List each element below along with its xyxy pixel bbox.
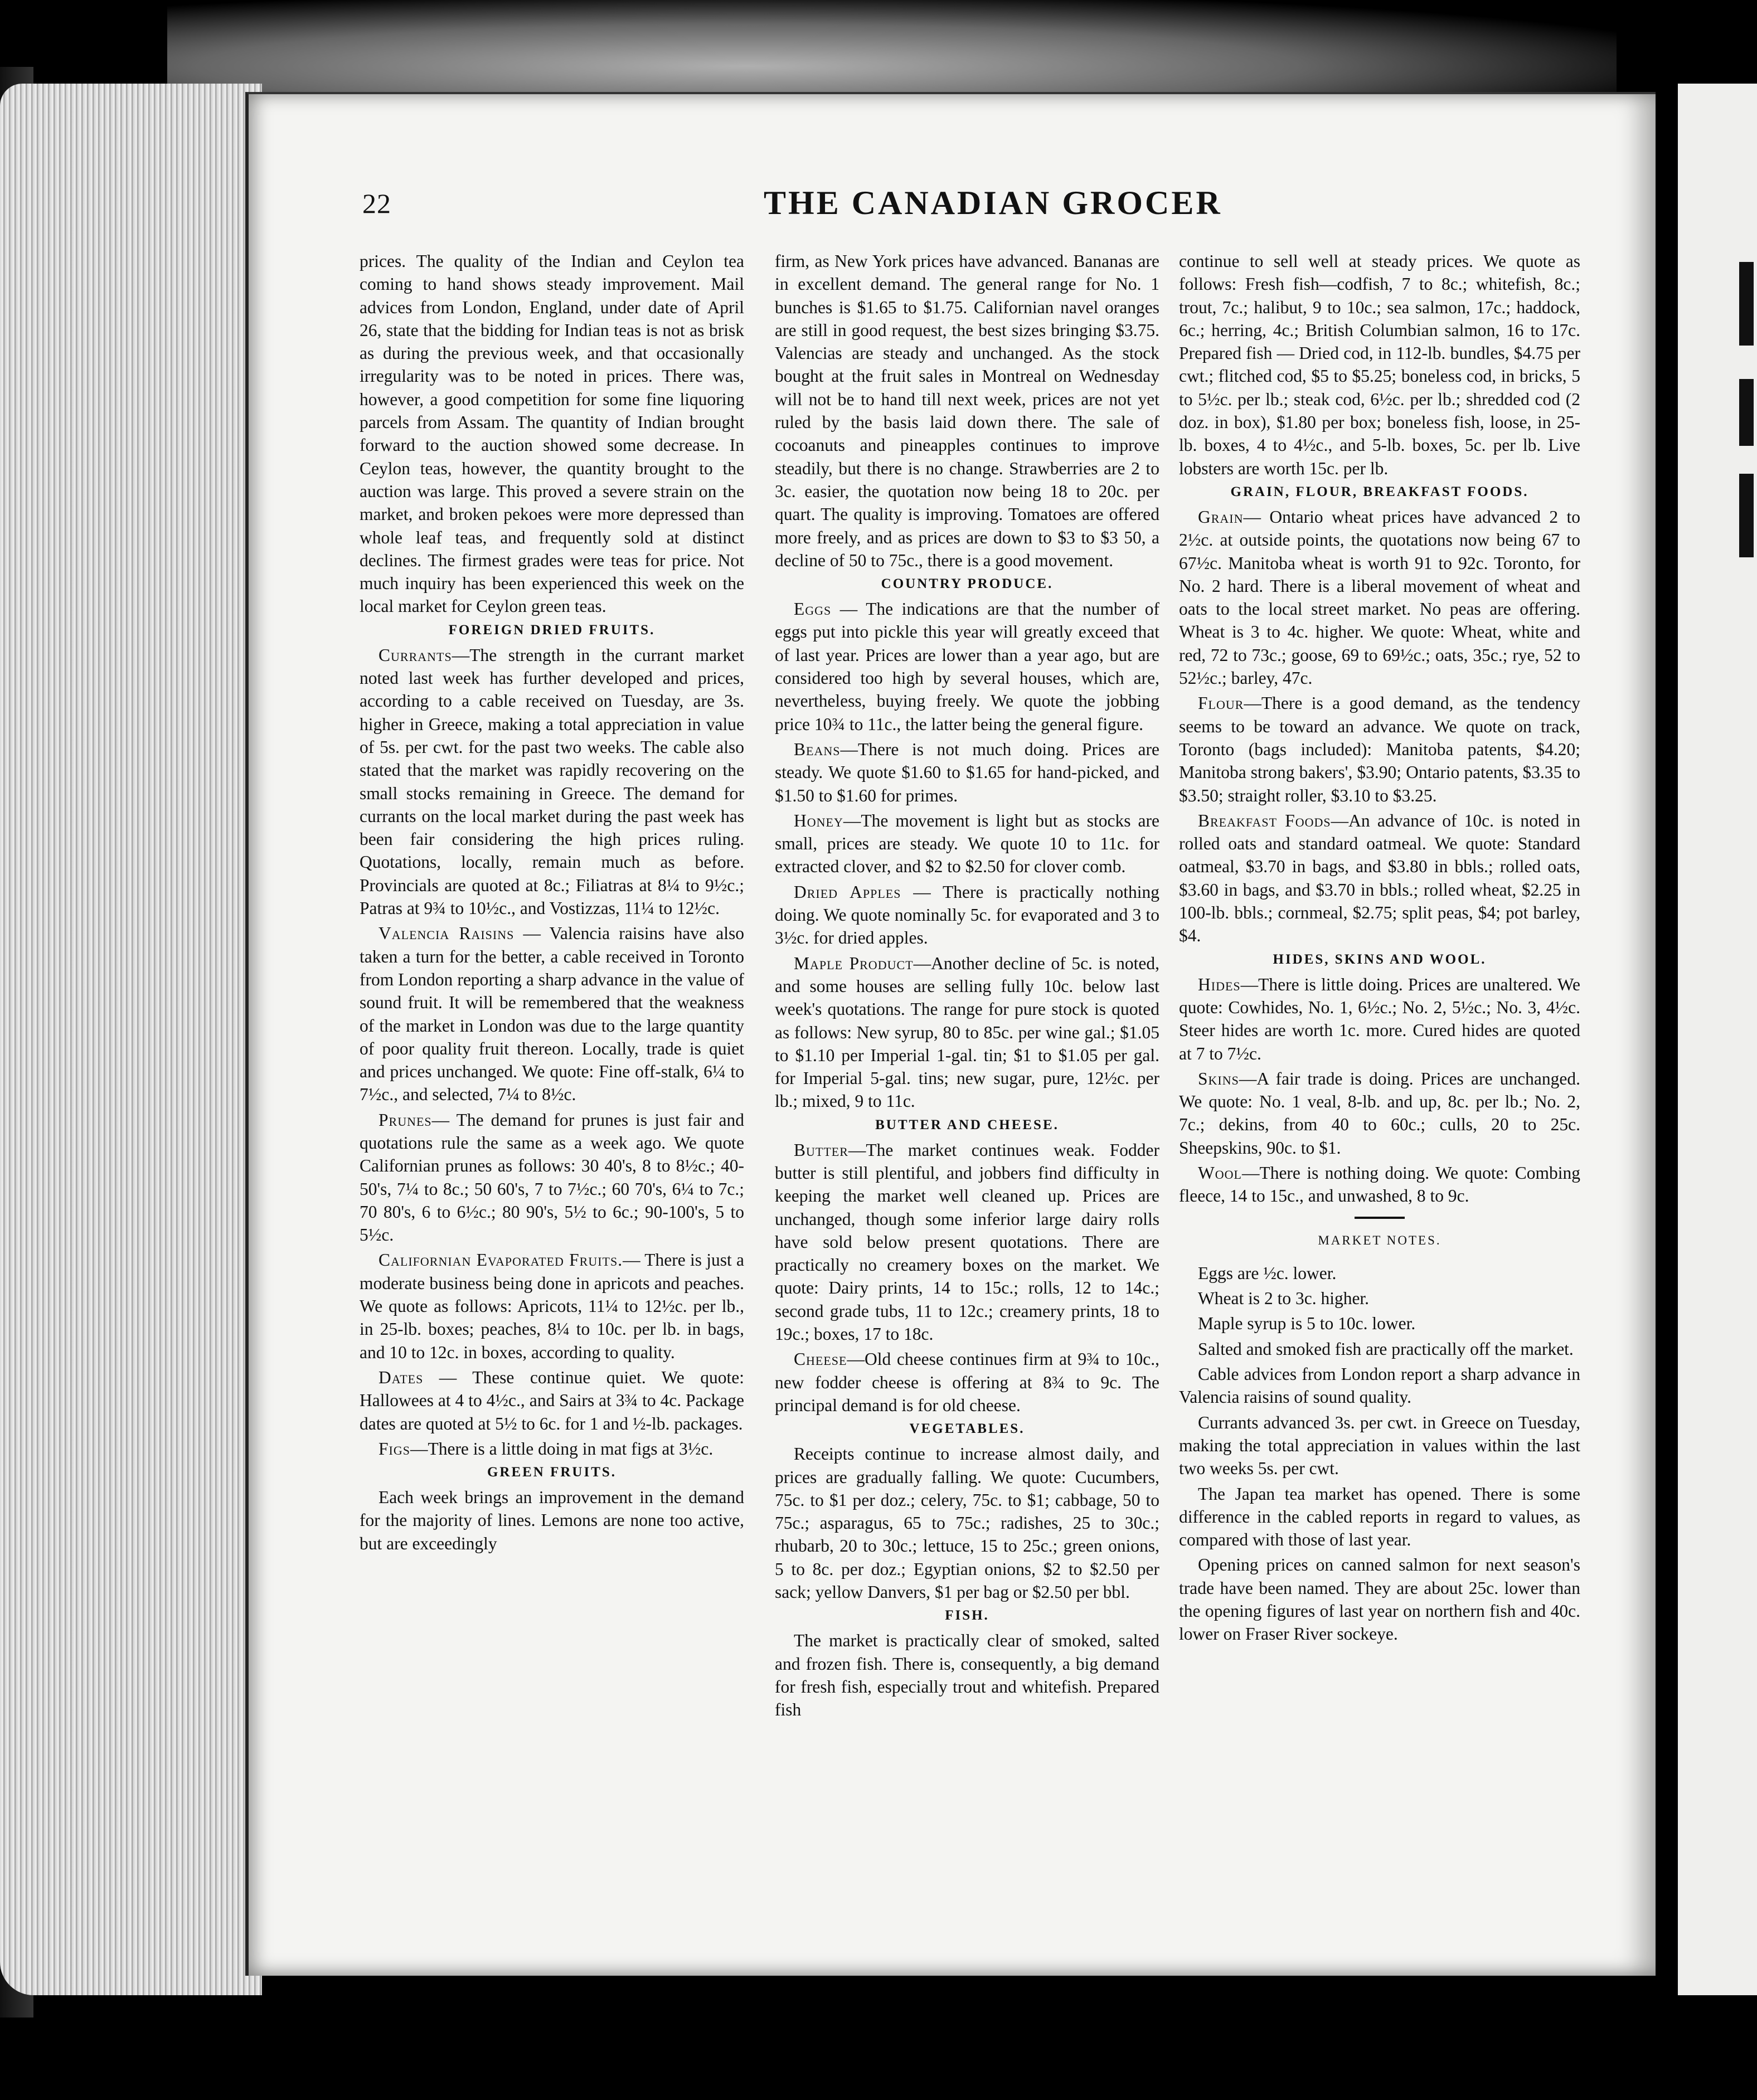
market-note: Eggs are ½c. lower.: [1198, 1263, 1337, 1283]
currants-paragraph: [360, 644, 744, 920]
top-shadow: [167, 0, 1617, 95]
cheese-lead: Cheese: [794, 1349, 847, 1369]
grain-lead: Grain: [1198, 507, 1244, 527]
section-heading-country-produce: COUNTRY PRODUCE.: [881, 576, 1054, 592]
hides-lead: Hides: [1198, 974, 1241, 994]
section-heading-fish: FISH.: [945, 1608, 989, 1623]
prunes-text: — The demand for prunes is just fair and quotations rule the same as a week ago. We quote Californian prunes as follows: 30 40's, 8 to 8½c.; 40-50's, 7¼ to 8c.; 50 60's, 7 to 7½c.; 60 70's, 6¼ to 7c.; 70 80's, 6 to 6½c.; 80 90's, 5½ to 6c.; 90-100's, 5 to 5½c.: [360, 1110, 744, 1245]
tea-paragraph: prices. The quality of the Indian and Ceylon tea coming to hand shows steady improvement. Mail advices from London, England, under date of April 26, state that the bidding for Indian teas is not as brisk as during the previous week, and that occasionally irregularity was to be noted in prices. There was, however, a good competition for some fine liquoring parcels from Assam. The quantity of Indian brought forward to the auction showed some decrease. In Ceylon teas, however, the quantity brought to the auction was large. This proved a severe strain on the market, and broken pekoes were more depressed than whole leaf teas, and frequently sold at distinct declines. The firmest grades were teas for price. Not much inquiry has been experienced this week on the local market for Ceylon green teas.: [360, 251, 744, 616]
facing-page-fragment: [1678, 84, 1757, 1995]
section-divider: [1355, 1217, 1405, 1219]
valencia-paragraph: [360, 922, 744, 1106]
market-notes-heading: MARKET NOTES.: [1318, 1233, 1441, 1247]
maple-lead: Maple Product: [794, 953, 914, 973]
californian-lead: Californian Evaporated Fruits.: [378, 1250, 623, 1270]
prunes-paragraph: [360, 1109, 744, 1247]
section-heading-butter-cheese: BUTTER AND CHEESE.: [875, 1117, 1059, 1132]
dates-text: — These continue quiet. We quote: Hallowees at 4 to 4½c., and Sairs at 3¾ to 4c. Package dates are quoted at 5½ to 6c. for 1 and ½-lb. packages.: [360, 1367, 744, 1433]
wool-paragraph: [1179, 1161, 1580, 1208]
skins-lead: Skins: [1198, 1068, 1239, 1088]
facing-page-mark: [1739, 474, 1754, 557]
californian-paragraph: [360, 1248, 744, 1363]
currants-text: —The strength in the currant market noted last week has further developed and prices, according to a cable received on Tuesday, are 3s. higher in Greece, making a total appreciation in value of 5s. per cwt. for the past two weeks. The cable also stated that the market was rapidly recovering on the small stocks remaining in Greece. The demand for currants on the local market during the past week has been fair considering the high prices ruling. Quotations, locally, remain much as before. Provincials are quoted at 8c.; Filiatras at 8¼ to 9½c.; Patras at 9¾ to 10½c., and Vostizzas, 11¼ to 12½c.: [360, 645, 744, 918]
dates-paragraph: [360, 1366, 744, 1435]
section-heading-hides-skins-wool: HIDES, SKINS AND WOOL.: [1273, 951, 1487, 967]
wool-lead: Wool: [1198, 1163, 1242, 1183]
dried-apples-paragraph: [775, 881, 1159, 950]
skins-paragraph: [1179, 1067, 1580, 1159]
grain-text: — Ontario wheat prices have advanced 2 to 2½c. at outside points, the quotations now being 67 to 67½c. Manitoba wheat is worth 91 to 92c. Toronto, for No. 2 hard. There is a liberal movement of wheat and oats to the local street market. No peas are offering. Wheat is 3 to 4c. higher. We quote: Wheat, white and red, 72 to 73c.; goose, 69 to 69½c.; oats, 35c.; rye, 52 to 52½c.; barley, 47c.: [1179, 507, 1580, 688]
figs-paragraph: [360, 1437, 744, 1460]
californian-text: — There is just a moderate business being done in apricots and peaches. We quote as follows: Apricots, 11¼ to 12½c. per lb., in 25-lb. boxes; peaches, 8¼ to 10c. per lb. in bags, and 10 to 12c. in boxes, according to quality.: [360, 1250, 744, 1362]
flour-text: —There is a good demand, as the tendency seems to be toward an advance. We quote on track, Toronto (bags included): Manitoba patents, $4.20; Manitoba strong bakers', $3.90; Ontario patents, $3.35 to $3.50; straight roller, $3.10 to $3.25.: [1179, 693, 1580, 805]
flour-paragraph: [1179, 692, 1580, 806]
maple-paragraph: [775, 952, 1159, 1113]
honey-paragraph: [775, 809, 1159, 878]
market-note: Opening prices on canned salmon for next season's trade have been named. They are about 25c. lower than the opening figures of last year on northern fish and 40c. lower on Fraser River sockeye.: [1179, 1555, 1580, 1644]
eggs-text: — The indications are that the number of eggs put into pickle this year will greatly exceed that of last year. Prices are lower than a year ago, but are considered too high by several houses, which are, nevertheless, buying freely. We quote the jobbing price 10¾ to 11c., the latter being the general figure.: [775, 599, 1159, 734]
beans-lead: Beans: [794, 739, 841, 759]
column-2: [775, 250, 1159, 1724]
cheese-text: —Old cheese continues firm at 9¾ to 10c., new fodder cheese is offering at 8¾ to 9c. The principal demand is for old cheese.: [775, 1349, 1159, 1415]
valencia-lead: Valencia Raisins: [378, 923, 515, 944]
market-note: Salted and smoked fish are practically off the market.: [1198, 1339, 1574, 1359]
figs-text: —There is a little doing in mat figs at 3½c.: [410, 1438, 714, 1459]
market-note: Currants advanced 3s. per cwt. in Greece on Tuesday, making the total appreciation in values within the last two weeks 5s. per cwt.: [1179, 1412, 1580, 1479]
fish-continued-paragraph: continue to sell well at steady prices. We quote as follows: Fresh fish—codfish, 7 to 8c.; whitefish, 8c.; trout, 7c.; halibut, 9 to 10c.; sea salmon, 17c.; haddock, 6c.; herring, 4c.; British Columbian salmon, 16 to 17c. Prepared fish — Dried cod, in 112-lb. bundles, $4.75 per cwt.; flitched cod, $5 to $5.25; boneless cod, in bricks, 5 to 5½c. per lb.; steak cod, 6½c. per lb.; shredded cod (2 doz. in box), $1.80 per box; boneless fish, loose, in 25-lb. boxes, 4 to 4½c., and 5-lb. boxes, 5c. per lb. Live lobsters are worth 15c. per lb.: [1179, 251, 1580, 478]
cheese-paragraph: [775, 1348, 1159, 1417]
section-heading-foreign-dried-fruits: FOREIGN DRIED FRUITS.: [448, 622, 656, 638]
column-1: [360, 250, 744, 1557]
breakfast-foods-lead: Breakfast Foods: [1198, 810, 1331, 830]
book-page-edges: [0, 84, 262, 1995]
prunes-lead: Prunes: [378, 1110, 432, 1130]
figs-lead: Figs: [378, 1438, 410, 1459]
section-heading-grain-flour: GRAIN, FLOUR, BREAKFAST FOODS.: [1230, 484, 1529, 499]
vegetables-paragraph: Receipts continue to increase almost daily, and prices are gradually falling. We quote: Cucumbers, 75c. to $1 per doz.; celery, 75c. to $1; cabbage, 50 to 75c.; asparagus, 65 to 75c.; radishes, 25 to 30c.; rhubarb, 20 to 30c.; lettuce, 15 to 25c.; green onions, 5 to 8c. per doz.; Egyptian onions, $2 to $2.50 per sack; yellow Danvers, $1 per bag or $2.50 per bbl.: [775, 1444, 1159, 1602]
page-number: 22: [362, 188, 391, 219]
currants-lead: Currants: [378, 645, 452, 665]
eggs-paragraph: [775, 597, 1159, 736]
column-3: [1179, 250, 1580, 1648]
section-heading-green-fruits: GREEN FRUITS.: [487, 1465, 617, 1480]
page-title: THE CANADIAN GROCER: [764, 184, 1222, 221]
butter-text: —The market continues weak. Fodder butter is still plentiful, and jobbers find difficulty in keeping the market well cleaned up. Prices are unchanged, though some inferior large dairy rolls have sold below present quotations. There are practically no creamery boxes on the market. We quote: Dairy prints, 14 to 15c.; rolls, 12 to 14c.; second grade tubs, 11 to 12c.; creamery prints, 18 to 19c.; boxes, 17 to 18c.: [775, 1140, 1159, 1344]
dates-lead: Dates: [378, 1367, 424, 1387]
valencia-text: — Valencia raisins have also taken a turn for the better, a cable received in Toronto from London reporting a sharp advance in the value of sound fruit. It will be remembered that the weakness of the market in London was due to the large quantity of poor quality fruit thereon. Locally, trade is quiet and prices unchanged. We quote: Fine off-stalk, 6¼ to 7½c., and selected, 7¼ to 8½c.: [360, 923, 745, 1105]
wool-text: —There is nothing doing. We quote: Combing fleece, 14 to 15c., and unwashed, 8 to 9c.: [1179, 1163, 1580, 1206]
market-note: The Japan tea market has opened. There is some difference in the cabled reports in regard to values, as compared with those of last year.: [1179, 1484, 1580, 1550]
maple-text: —Another decline of 5c. is noted, and some houses are selling fully 10c. below last week's quotations. The range for pure stock is quoted as follows: New syrup, 80 to 85c. per wine gal.; $1.05 to $1.10 per Imperial 1-gal. tin; $1 to $1.05 per gal. for Imperial 5-gal. tins; new sugar, pure, 12½c. per lb.; mixed, 9 to 11c.: [775, 953, 1159, 1111]
honey-lead: Honey: [794, 810, 843, 830]
fish-paragraph: The market is practically clear of smoked, salted and frozen fish. There is, consequently, a big demand for fresh fish, especially trout and whitefish. Prepared fish: [775, 1631, 1159, 1720]
market-note: Maple syrup is 5 to 10c. lower.: [1198, 1314, 1416, 1334]
skins-text: —A fair trade is doing. Prices are unchanged. We quote: No. 1 veal, 8-lb. and up, 8c. per lb.; No. 2, 7c.; dekins, from 40 to 60c.; culls, 20 to 25c. Sheepskins, 90c. to $1.: [1179, 1068, 1580, 1158]
breakfast-foods-paragraph: [1179, 809, 1580, 947]
market-note: Wheat is 2 to 3c. higher.: [1198, 1289, 1370, 1309]
facing-page-mark: [1739, 379, 1754, 446]
eggs-lead: Eggs: [794, 599, 832, 619]
dried-apples-lead: Dried Apples: [794, 882, 901, 902]
dried-apples-text: — There is practically nothing doing. We quote nominally 5c. for evaporated and 3 to 3½c. for dried apples.: [775, 882, 1159, 948]
green-fruits-paragraph: Each week brings an improvement in the demand for the majority of lines. Lemons are none too active, but are exceedingly: [360, 1488, 744, 1553]
breakfast-foods-text: —An advance of 10c. is noted in rolled oats and standard oatmeal. We quote: Standard oatmeal, $3.70 in bags, and $3.80 in bbls.; rolled oats, $3.60 in bags, and $3.70 in bbls.; rolled wheat, $2.25 in 100-lb. bbls.; cornmeal, $2.75; split peas, $4; pot barley, $4.: [1179, 810, 1581, 946]
section-heading-vegetables: VEGETABLES.: [909, 1421, 1025, 1437]
hides-paragraph: [1179, 973, 1580, 1065]
honey-text: —The movement is light but as stocks are small, prices are steady. We quote 10 to 11c. for extracted clover, and $2 to $2.50 for clover comb.: [775, 810, 1159, 877]
butter-paragraph: [775, 1139, 1159, 1346]
grain-paragraph: [1179, 505, 1580, 689]
butter-lead: Butter: [794, 1140, 848, 1160]
beans-paragraph: [775, 738, 1159, 807]
facing-page-mark: [1739, 262, 1754, 346]
market-note: Cable advices from London report a sharp advance in Valencia raisins of sound quality.: [1179, 1364, 1580, 1407]
beans-text: —There is not much doing. Prices are steady. We quote $1.60 to $1.65 for hand-picked, and $1.50 to $1.60 for primes.: [775, 739, 1159, 805]
flour-lead: Flour: [1198, 693, 1244, 713]
hides-text: —There is little doing. Prices are unaltered. We quote: Cowhides, No. 1, 6½c.; No. 2, 5½c.; No. 3, 4½c. Steer hides are worth 1c. more. Cured hides are quoted at 7 to 7½c.: [1179, 974, 1580, 1063]
fruit-continued-paragraph: firm, as New York prices have advanced. Bananas are in excellent demand. The general range for No. 1 bunches is $1.65 to $1.75. Californian navel oranges are still in good request, the best sizes bringing $3.75. Valencias are steady and unchanged. As the stock bought at the fruit sales in Montreal on Wednesday will not be to hand till next week, prices are not yet ruled by the basis laid down there. The sale of cocoanuts and pineapples continues to improve steadily, but there is no change. Strawberries are 2 to 3c. easier, the quotation now being 18 to 20c. per quart. The quality is improving. Tomatoes are offered more freely, and as prices are down to $3 to $3 50, a decline of 50 to 75c., there is a good movement.: [775, 251, 1159, 570]
